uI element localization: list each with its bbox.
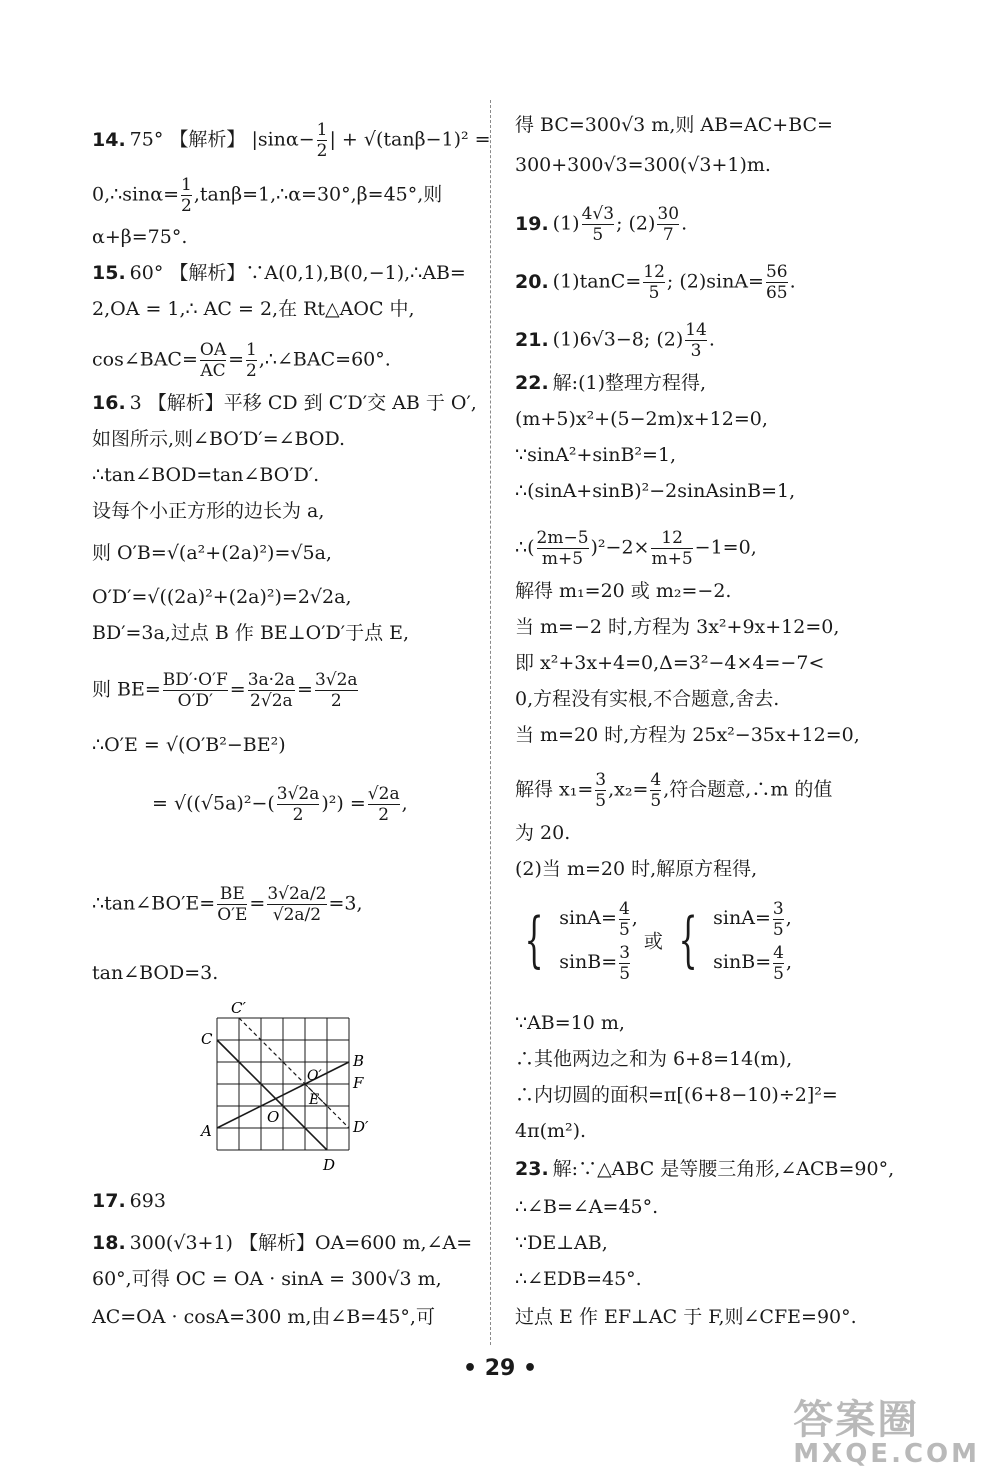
p23-line2: ∴∠B=∠A=45°.: [515, 1196, 659, 1218]
p22-line12: 为 20.: [515, 822, 571, 844]
p15-line2: 2,OA = 1,∴ AC = 2,在 Rt△AOC 中,: [92, 298, 415, 320]
page-number: • 29 •: [462, 1356, 538, 1381]
p14-line1: 14. 75° 【解析】 |sinα− $\frac{1}{2}$ | + √(tanβ−1)² =: [92, 120, 491, 161]
fraction: $\frac{56}{65}$: [765, 262, 788, 303]
fraction: $\frac{14}{3}$: [685, 320, 707, 361]
fraction: $\frac{√2a}{2}$: [367, 784, 400, 825]
label-d: D: [323, 1156, 336, 1174]
p18-line2: 60°,可得 OC = OA · sinA = 300√3 m,: [92, 1268, 442, 1290]
p23-line5: 过点 E 作 EF⊥AC 于 F,则∠CFE=90°.: [515, 1306, 857, 1328]
label-f: F: [353, 1074, 364, 1092]
fraction: $\frac{4}{5}$: [618, 898, 630, 940]
p16-line5: 则 O′B=√(a²+(2a)²)=√5a,: [92, 542, 332, 564]
fraction: $\frac{3}{5}$: [772, 898, 784, 940]
p18-line3: AC=OA · cosA=300 m,由∠B=45°,可: [92, 1306, 435, 1328]
p22-line3: ∵sinA²+sinB²=1,: [515, 444, 677, 466]
fraction: $\frac{OA}{AC}$: [199, 340, 227, 381]
fraction: $\frac{4√3}{5}$: [581, 204, 615, 245]
p22-line4: ∴(sinA+sinB)²−2sinAsinB=1,: [515, 480, 796, 502]
p22-line8: 即 x²+3x+4=0,Δ=3²−4×4=−7<: [515, 652, 825, 674]
watermark: 答案圈 MXQE.COM: [793, 1397, 980, 1469]
p16-line1: 16. 3 【解析】平移 CD 到 C′D′交 AB 于 O′,: [92, 392, 477, 414]
p16-line4: 设每个小正方形的边长为 a,: [92, 500, 325, 522]
p16-line7: BD′=3a,过点 B 作 BE⊥O′D′于点 E,: [92, 622, 410, 644]
label-a: A: [201, 1122, 212, 1140]
p22-line16: ∴内切圆的面积=π[(6+8−10)÷2]²=: [515, 1084, 838, 1106]
grid-figure: [197, 1000, 387, 1180]
fraction: $\frac{2m-5}{m+5}$: [536, 528, 589, 569]
p16-line3: ∴tan∠BOD=tan∠BO′D′.: [92, 464, 320, 486]
p16-line6: O′D′=√((2a)²+(2a)²)=2√2a,: [92, 586, 352, 608]
p18c-line2: 300+300√3=300(√3+1)m.: [515, 154, 771, 176]
p23-line4: ∴∠EDB=45°.: [515, 1268, 642, 1290]
p16-line2: 如图所示,则∠BO′D′=∠BOD.: [92, 428, 346, 450]
column-divider: [490, 100, 491, 1345]
p14-line2: 0,∴sinα= $\frac{1}{2}$ ,tanβ=1,∴α=30°,β=45°,则: [92, 175, 443, 216]
fraction: $\frac{1}{2}$: [316, 120, 328, 161]
p19-line: 19. (1) $\frac{4√3}{5}$ ; (2) $\frac{30}{7}$ .: [515, 204, 688, 245]
p16-line9: ∴O′E = √(O′B²−BE²): [92, 734, 286, 756]
p16-line12: tan∠BOD=3.: [92, 962, 219, 984]
p22-line2: (m+5)x²+(5−2m)x+12=0,: [515, 408, 768, 430]
label-c-prime: C′: [231, 1000, 246, 1017]
p22-line17: 4π(m²).: [515, 1120, 587, 1142]
fraction: $\frac{30}{7}$: [657, 204, 680, 245]
left-brace-icon: {: [678, 905, 698, 975]
label-e: E: [309, 1092, 320, 1108]
p22-systems: { sinA= $\frac{4}{5}$ , sinB= $\frac{3}{5}$ 或 { sinA= $\frac{3}{5}$ , sinB= $\frac{4}{5}$ ,: [515, 896, 792, 984]
fraction: $\frac{12}{m+5}$: [651, 528, 693, 569]
label-o-prime: O′: [307, 1068, 322, 1084]
p16-line11: ∴tan∠BO′E= $\frac{BE}{O'E}$ = $\frac{3√2a/2}{√2a/2}$ =3,: [92, 884, 363, 925]
fraction: $\frac{BD'\cdot O'F}{O'D'}$: [162, 670, 228, 711]
system-2: sinA= $\frac{3}{5}$ , sinB= $\frac{4}{5}$ ,: [713, 898, 792, 984]
p22-line15: ∴其他两边之和为 6+8=14(m),: [515, 1048, 793, 1070]
label-o: O: [267, 1108, 280, 1126]
p22-line10: 当 m=20 时,方程为 25x²−35x+12=0,: [515, 724, 860, 746]
p17-line: 17. 693: [92, 1190, 166, 1212]
p22-line11: 解得 x₁= $\frac{3}{5}$ ,x₂= $\frac{4}{5}$ ,符合题意,∴m 的值: [515, 770, 833, 811]
p22-line13: (2)当 m=20 时,解原方程得,: [515, 858, 758, 880]
p14-line3: α+β=75°.: [92, 226, 188, 248]
fraction: $\frac{1}{2}$: [181, 175, 192, 216]
p21-line: 21. (1)6√3−8; (2) $\frac{14}{3}$ .: [515, 320, 715, 361]
p18-line1: 18. 300(√3+1) 【解析】OA=600 m,∠A=: [92, 1232, 473, 1254]
fraction: $\frac{3√2a/2}{√2a/2}$: [267, 884, 327, 925]
label-d-prime: D′: [353, 1118, 369, 1136]
fraction: $\frac{3a\cdot 2a}{2√2a}$: [247, 670, 296, 711]
fraction: $\frac{12}{5}$: [643, 262, 665, 303]
fraction: $\frac{1}{2}$: [246, 340, 257, 381]
p22-line9: 0,方程没有实根,不合题意,舍去.: [515, 688, 780, 710]
fraction: $\frac{3√2a}{2}$: [276, 784, 320, 825]
p18c-line1: 得 BC=300√3 m,则 AB=AC+BC=: [515, 114, 833, 136]
system-1: sinA= $\frac{4}{5}$ , sinB= $\frac{3}{5}$: [559, 898, 638, 984]
p15-line1: 15. 60° 【解析】∵A(0,1),B(0,−1),∴AB=: [92, 262, 466, 284]
p22-line14: ∵AB=10 m,: [515, 1012, 625, 1034]
p22-line6: 解得 m₁=20 或 m₂=−2.: [515, 580, 732, 602]
p16-line8: 则 BE= $\frac{BD'\cdot O'F}{O'D'}$ = $\frac{3a\cdot 2a}{2√2a}$ = $\frac{3√2a}{2}$: [92, 670, 358, 711]
p22-line5: ∴( $\frac{2m-5}{m+5}$ )²−2× $\frac{12}{m+5}$ −1=0,: [515, 528, 757, 569]
p20-line: 20. (1)tanC= $\frac{12}{5}$ ; (2)sinA= $\frac{56}{65}$ .: [515, 262, 796, 303]
p23-line3: ∵DE⊥AB,: [515, 1232, 608, 1254]
label-c: C: [201, 1030, 213, 1048]
fraction: $\frac{3}{5}$: [595, 770, 607, 811]
p15-line3: cos∠BAC= $\frac{OA}{AC}$ = $\frac{1}{2}$ ,∴∠BAC=60°.: [92, 340, 391, 381]
segment-c-prime-d-prime: [239, 1018, 349, 1128]
label-b: B: [353, 1052, 365, 1070]
p22-line1: 22. 解:(1)整理方程得,: [515, 372, 707, 394]
fraction: $\frac{BE}{O'E}$: [217, 884, 248, 925]
p16-line10: = √((√5a)²−( $\frac{3√2a}{2}$ )²) = $\frac{√2a}{2}$ ,: [152, 784, 408, 825]
p22-line7: 当 m=−2 时,方程为 3x²+9x+12=0,: [515, 616, 840, 638]
left-brace-icon: {: [524, 905, 544, 975]
fraction: $\frac{4}{5}$: [773, 942, 784, 984]
fraction: $\frac{4}{5}$: [650, 770, 662, 811]
fraction: $\frac{3}{5}$: [619, 942, 631, 984]
fraction: $\frac{3√2a}{2}$: [314, 670, 358, 711]
p23-line1: 23. 解:∵△ABC 是等腰三角形,∠ACB=90°,: [515, 1158, 895, 1180]
